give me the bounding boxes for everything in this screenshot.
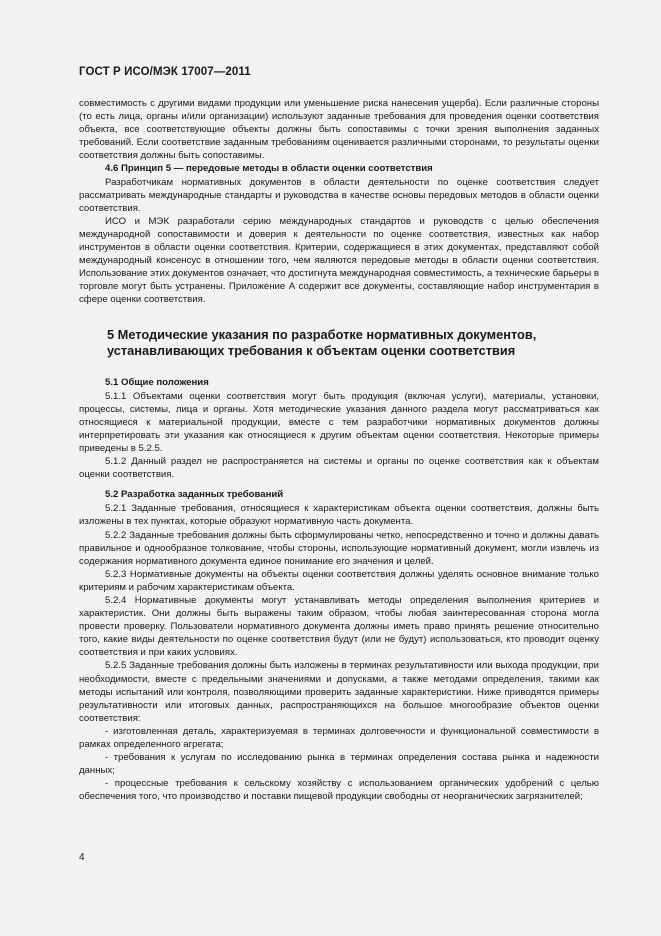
list-item: - требования к услугам по исследованию рынка в терминах определения состава рынка и надежности данных; [79, 752, 599, 777]
paragraph: совместимость с другими видами продукции или уменьшение риска нанесения ущерба). Если различные стороны (то есть лица, органы и/или организации) используют заданные требования для проведения оценки соответствия объекта, все соответствующие объекты должны быть сопоставимы с точки зрения выполнения заданных требований. Если соответствие заданным требованиям оценивается различными сторонами, то результаты оценки соответствия должны быть сопоставимы. [79, 98, 599, 162]
paragraph: 5.1.2 Данный раздел не распространяется на системы и органы по оценке соответствия как к объектам оценки соответствия. [79, 456, 599, 481]
document-body [79, 97, 599, 804]
section-heading: 5.1 Общие положения [105, 376, 209, 388]
paragraph: 5.2.1 Заданные требования, относящиеся к характеристикам объекта оценки соответствия, должны быть изложены в тех пунктах, которые образуют нормативную часть документа. [79, 503, 599, 528]
paragraph: ИСО и МЭК разработали серию международных стандартов и руководств с целью обеспечения международной сопоставимости и доверия к деятельности по оценке соответствия, известных как набор инструментов в области оценки соответствия. Критерии, содержащиеся в этих документах, представляют собой международный консенсус в отношении того, чем являются передовые методы в области оценки соответствия. Использование этих документов означает, что достигнута международная совместимость, а технические барьеры в торговле могут быть устранены. Приложение А содержит все документы, составляющие набор инструментария в сфере оценки соответствия. [79, 215, 599, 306]
list-item: - процессные требования к сельскому хозяйству с использованием органических удобрений с целью обеспечения того, что производство и поставки пищевой продукции свободны от неорганических загрязнителей; [79, 778, 599, 803]
section-heading: 5 Методические указания по разработке нормативных документов, устанавливающих требования к объектам оценки соответствия [107, 326, 537, 358]
section-heading: 4.6 Принцип 5 — передовые методы в области оценки соответствия [105, 163, 433, 175]
page-header-title: ГОСТ Р ИСО/МЭК 17007—2011 [79, 66, 251, 78]
page-number: 4 [79, 852, 85, 863]
paragraph: 5.2.5 Заданные требования должны быть изложены в терминах результативности или выхода продукции, при необходимости, вместе с предельными значениями и допусками, а также методами определения, такими как методы испытаний или контроля, позволяющими проверить заданные характеристики. Ниже приводятся примеры результативности или итоговых данных, распространяющихся на большое многообразие объектов оценки соответствия: [79, 660, 599, 724]
section-heading: 5.2 Разработка заданных требований [105, 489, 284, 501]
paragraph: 5.2.2 Заданные требования должны быть сформулированы четко, непосредственно и точно и должны давать правильное и однообразное толкование, чтобы стороны, использующие нормативный документ, могли извлечь из содержания нормативного документа единое понимание его значения и целей. [79, 529, 599, 567]
list-item: - изготовленная деталь, характеризуемая в терминах долговечности и функциональной совместимости в рамках определенного агрегата; [79, 725, 599, 751]
paragraph: 5.2.3 Нормативные документы на объекты оценки соответствия должны уделять основное внимание только критериям и рабочим характеристикам объекта. [79, 568, 599, 593]
paragraph: 5.2.4 Нормативные документы могут устанавливать методы определения выполнения критериев и характеристик. Они должны быть выражены таким образом, чтобы любая заинтересованная сторона могла провести проверку. Пользователи нормативного документа должны иметь право принять решение относительно того, какие виды деятельности по оценке соответствия будут (или не будут) использоваться, кто проводит оценку соответствия и при каких условиях. [79, 595, 599, 659]
paragraph: 5.1.1 Объектами оценки соответствия могут быть продукция (включая услуги), материалы, установки, процессы, системы, лица и органы. Хотя методические указания данного раздела могут рассматриваться как относящиеся к материальной продукции, вместе с тем разработчики нормативных документов должны интерпретировать эти указания как относящиеся к другим объектам оценки соответствия. Некоторые примеры приведены в 5.2.5. [79, 390, 599, 454]
paragraph: Разработчикам нормативных документов в области деятельности по оценке соответствия следует рассматривать международные стандарты и руководства в качестве основы передовых методов в области оценки соответствия. [79, 176, 599, 214]
